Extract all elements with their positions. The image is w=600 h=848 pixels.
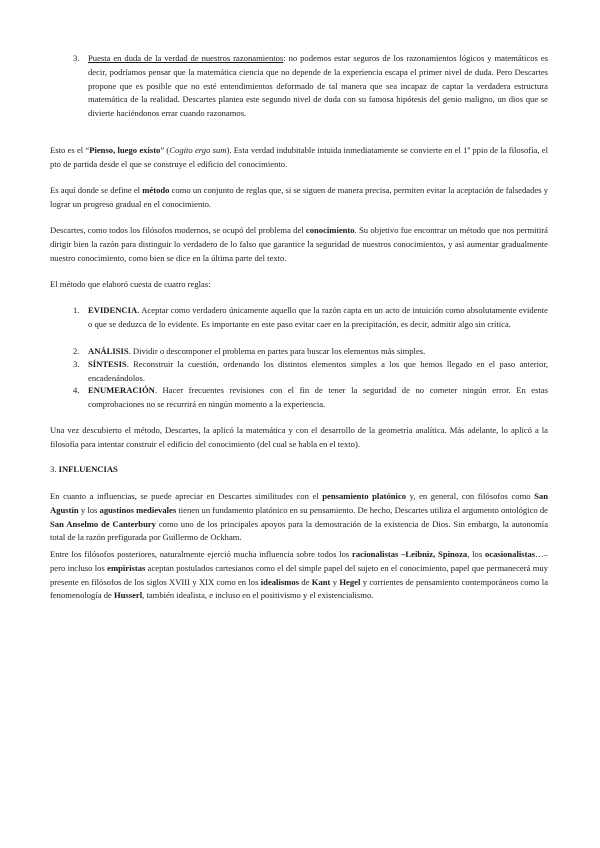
rule-number: 4. xyxy=(73,385,80,395)
text-run: , también idealista, e incluso en el positivismo y el existencialismo. xyxy=(142,590,374,601)
list-item-text: : no podemos estar seguros de los razonamientos lógicos y matemáticos es decir, podríamos pensar que la matemática ciencia que no depende de la experiencia escapa el primer nivel de duda. Pero Descartes propone que es posible que no esté entendimientos deformado de tal manera que sea incapaz de captar la verdadera estructura matemática de la realidad. Descartes plantea este segundo nivel de duda con su famosa hipótesis del genio maligno, un dios que se divierte haciéndonos errar cuando razonamos. xyxy=(88,53,548,119)
list-item-title: Puesta en duda de la verdad de nuestros razonamientos xyxy=(88,53,284,63)
text-run: Es aquí donde se define el xyxy=(50,185,143,195)
section-heading-influencias xyxy=(50,463,548,477)
paragraph-cogito xyxy=(50,144,548,172)
rule-title: ENUMERACIÓN xyxy=(88,385,155,395)
rule-number: 2. xyxy=(73,346,80,356)
paragraph-influencias xyxy=(50,490,548,545)
bold-run: ocasionalistas xyxy=(484,549,536,559)
bold-run: agustinos medievales xyxy=(99,504,177,515)
rule-title: SÍNTESIS xyxy=(88,359,127,369)
text-run: ” ( xyxy=(160,145,170,155)
paragraph-conocimiento xyxy=(50,224,548,265)
bold-run: Hegel xyxy=(339,576,361,587)
bold-run: San Anselmo de Canterbury xyxy=(50,518,156,529)
rule-number: 3. xyxy=(73,359,80,369)
section-title: INFLUENCIAS xyxy=(58,464,118,474)
list-item-duda-razonamientos xyxy=(88,52,548,121)
bold-run: racionalistas –Leibniz, Spinoza xyxy=(352,549,468,559)
bold-run: idealismos xyxy=(260,576,299,587)
text-run: Entre los filósofos posteriores, naturalmente ejerció mucha influencia sobre todos los xyxy=(50,549,353,559)
text-run: …– pero incluso los xyxy=(50,549,548,573)
text-run: como un conjunto de reglas que, si se siguen de manera precisa, permiten evitar la aceptación de falsedades y lograr un progreso gradual en el conocimiento. xyxy=(50,185,549,209)
text-run: En cuanto a influencias, se puede apreciar en Descartes similitudes con el xyxy=(50,491,323,501)
text-run: como uno de los principales apoyos para la demostración de la existencia de Dios. Sin embargo, la autonomía total de la razón prefigurada por Guillermo de Ockham. xyxy=(50,518,549,543)
text-run: , los xyxy=(467,549,485,559)
rule-sintesis xyxy=(88,358,548,386)
bold-run: Husserl xyxy=(113,590,143,601)
rule-title: ANÁLISIS xyxy=(88,346,129,356)
list-number: 3. xyxy=(73,53,80,63)
paragraph-metodo-aplicado: Una vez descubierto el método, Descartes, la aplicó la matemática y con el desarrollo de la geometría analítica. Más adelante, lo aplicó a la filosofía para intentar construir el edificio del conocimiento (del cual se habla en el texto). xyxy=(50,425,548,449)
section-number: 3. xyxy=(50,464,57,474)
text-run: . Su objetivo fue encontrar un método que nos permitirá dirigir bien la razón para distinguir lo verdadero de lo falso que garantice la seguridad de nuestros conocimientos, y así aumentar gradualmente nuestro conocimiento, como bien se dice en la última parte del texto. xyxy=(50,225,548,263)
bold-run: Pienso, luego existo xyxy=(89,145,161,155)
text-run: y xyxy=(330,576,340,587)
rule-text: . Reconstruir la cuestión, ordenando los distintos elementos simples a los que hemos llegado en el paso anterior, encadenándolos. xyxy=(88,359,548,383)
bold-run: San Agustín xyxy=(50,491,548,515)
rule-analisis xyxy=(88,345,548,359)
italic-run: Cogito ergo sum xyxy=(169,145,227,155)
paragraph-metodo xyxy=(50,184,548,212)
bold-run: método xyxy=(142,185,170,195)
rule-title: EVIDENCIA xyxy=(88,305,138,315)
text-run: y corrientes de pensamiento contemporáneos como la fenomenología de xyxy=(50,576,549,601)
rule-enumeracion xyxy=(88,384,548,412)
bold-run: pensamiento platónico xyxy=(322,491,407,501)
bold-run: empiristas xyxy=(107,562,146,573)
rule-text: . Hacer frecuentes revisiones con el fin de tener la seguridad de no cometer ningún error. En estas comprobaciones no se recurrirá en ningún momento a la experiencia. xyxy=(88,385,548,409)
text-run: Descartes, como todos los filósofos modernos, se ocupó del problema del xyxy=(50,225,306,235)
text-run: y los xyxy=(78,504,100,515)
paragraph-filosofos-posteriores xyxy=(50,548,548,603)
rule-number: 1. xyxy=(73,305,80,315)
bold-run: Kant xyxy=(311,576,331,587)
bold-run: conocimiento xyxy=(305,225,355,235)
text-run: y, en general, con filósofos como xyxy=(406,491,535,501)
rule-evidencia xyxy=(88,304,548,332)
text-run: Esto es el “ xyxy=(50,145,90,155)
paragraph-intro-reglas: El método que elaboró cuesta de cuatro reglas: xyxy=(50,279,211,289)
text-run: tienen un fundamento platónico en su pensamiento. De hecho, Descartes utiliza el argumento ontológico de xyxy=(176,504,548,515)
rule-text: . Dividir o descomponer el problema en partes para buscar los elementos más simples. xyxy=(128,346,426,356)
text-run: aceptan postulados cartesianos como el del simple papel del sujeto en el conocimiento, papel que permanecerá muy presente en filósofos de los siglos XVIII y XIX como en los xyxy=(50,562,548,587)
rule-text: . Aceptar como verdadero únicamente aquello que la razón capta en un acto de intuición como absolutamente evidente o que se deduzca de lo evidente. Es importante en este paso evitar caer en la precipitación, es decir, admitir algo sin crítica. xyxy=(88,305,548,329)
text-run: de xyxy=(298,576,312,587)
text-run: ). Esta verdad indubitable intuida inmediatamente se convierte en el 1º ppio de la filosofía, el pto de partida desde el que se construye el edificio del conocimiento. xyxy=(50,145,548,169)
